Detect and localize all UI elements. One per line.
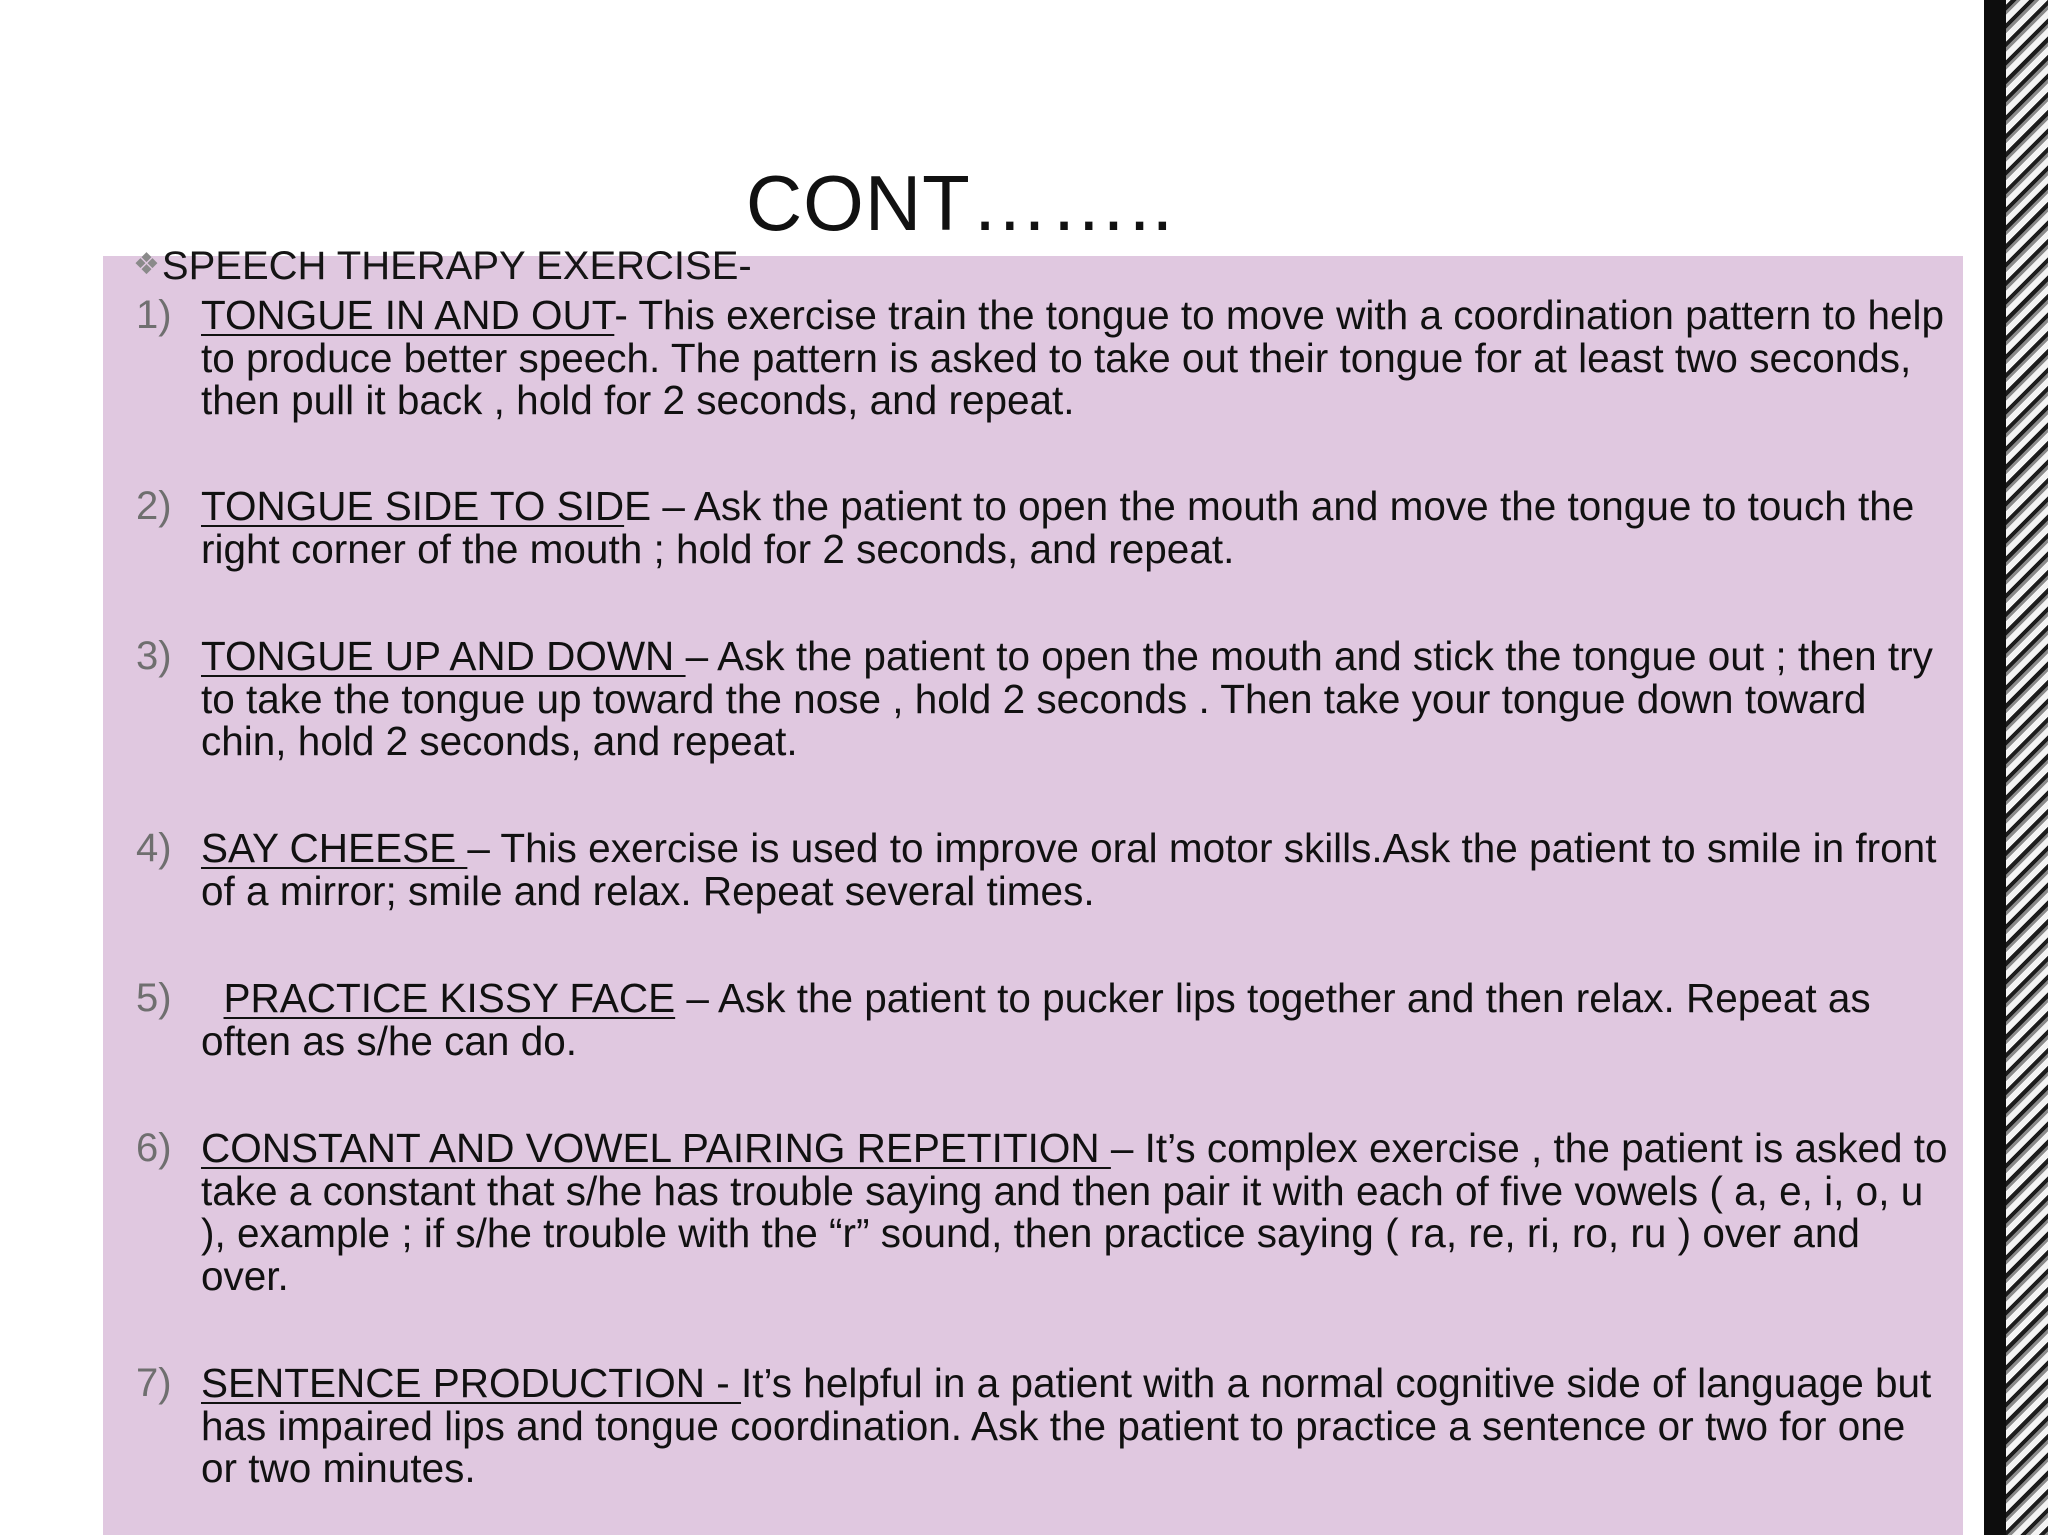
item-heading: SENTENCE PRODUCTION - bbox=[201, 1360, 742, 1406]
item-text bbox=[201, 485, 1951, 570]
subheading-text: SPEECH THERAPY EXERCISE- bbox=[161, 244, 752, 288]
item-text bbox=[201, 977, 1951, 1062]
exercise-item bbox=[136, 977, 1951, 1062]
item-number: 2) bbox=[136, 484, 172, 528]
exercise-item bbox=[136, 635, 1951, 763]
item-description: E – Ask the patient to open the mouth and move the tongue to touch the right corner of the mouth ; hold for 2 seconds, and repeat. bbox=[201, 483, 1915, 572]
exercise-item bbox=[136, 294, 1951, 422]
item-description: – Ask the patient to open the mouth and stick the tongue out ; then try to take the tongue up toward the nose , hold 2 seconds . Then take your tongue down toward chin, hold 2 seconds, and repeat. bbox=[201, 633, 1933, 764]
item-description: It’s helpful in a patient with a normal cognitive side of language but has impaired lips and tongue coordination. Ask the patient to practice a sentence or two for one or two minutes. bbox=[201, 1360, 1932, 1491]
item-number: 3) bbox=[136, 634, 172, 678]
item-text bbox=[201, 294, 1951, 422]
exercise-item bbox=[136, 827, 1951, 912]
item-number: 7) bbox=[136, 1361, 172, 1405]
item-number: 4) bbox=[136, 826, 172, 870]
item-lead-space bbox=[201, 975, 224, 1021]
exercise-item bbox=[136, 1127, 1951, 1297]
item-number: 5) bbox=[136, 976, 172, 1020]
slide-title: CONT…….. bbox=[745, 159, 1175, 247]
item-description: - This exercise train the tongue to move with a coordination pattern to help to produce better speech. The pattern is asked to take out their tongue for at least two seconds, then pull it back , hold for 2 seconds, and repeat. bbox=[201, 292, 1945, 423]
item-heading: PRACTICE KISSY FACE bbox=[223, 975, 676, 1021]
item-text bbox=[201, 635, 1951, 763]
exercise-item bbox=[136, 485, 1951, 570]
item-heading: TONGUE UP AND DOWN bbox=[201, 633, 686, 679]
item-number: 1) bbox=[136, 293, 172, 337]
diamond-bullet-icon: ❖ bbox=[133, 248, 160, 281]
item-heading: SAY CHEESE bbox=[201, 825, 468, 871]
item-text bbox=[201, 827, 1951, 912]
item-description: – This exercise is used to improve oral motor skills.Ask the patient to smile in front of a mirror; smile and relax. Repeat several times. bbox=[201, 825, 1937, 914]
item-text bbox=[201, 1127, 1951, 1297]
item-description: – It’s complex exercise , the patient is asked to take a constant that s/he has trouble saying and then pair it with each of five vowels ( a, e, i, o, u ), example ; if s/he trouble with the “r” sound, then practice saying ( ra, re, ri, ro, ru ) over and over. bbox=[201, 1125, 1948, 1299]
item-heading: CONSTANT AND VOWEL PAIRING REPETITION bbox=[201, 1125, 1111, 1171]
exercise-item bbox=[136, 1362, 1951, 1490]
section-subheading bbox=[133, 240, 752, 291]
item-heading: TONGUE IN AND OUT bbox=[201, 292, 615, 338]
item-description: – Ask the patient to pucker lips together and then relax. Repeat as often as s/he can do. bbox=[201, 975, 1871, 1064]
item-number: 6) bbox=[136, 1126, 172, 1170]
item-text bbox=[201, 1362, 1951, 1490]
slide-edge-decoration bbox=[1984, 0, 2048, 1535]
item-heading: TONGUE SIDE TO SID bbox=[201, 483, 625, 529]
